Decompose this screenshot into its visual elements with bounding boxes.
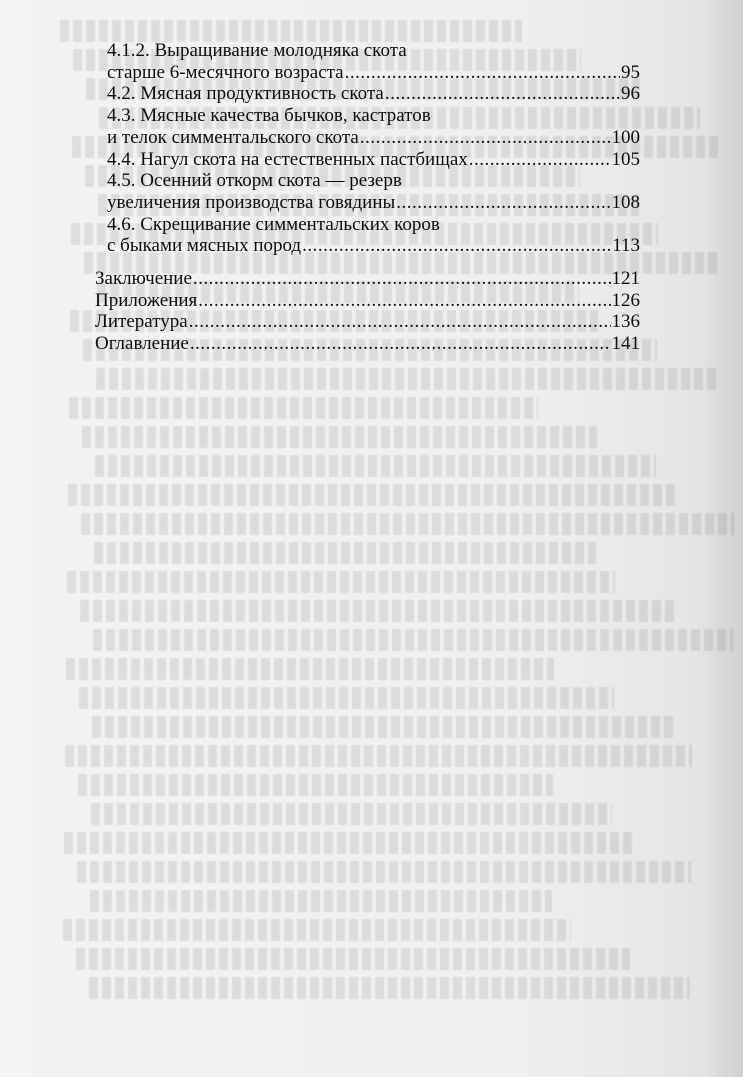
toc-entry-literature[interactable] bbox=[95, 311, 640, 333]
bleed-line bbox=[77, 861, 691, 883]
dot-leader bbox=[385, 83, 620, 105]
dot-leader bbox=[360, 127, 611, 149]
toc-entry-title: 4.3. Мясные качества бычков, кастратов bbox=[107, 105, 431, 127]
toc-page-number: 113 bbox=[612, 235, 640, 257]
bleed-line bbox=[64, 832, 632, 854]
dot-leader bbox=[189, 311, 611, 333]
bleed-line bbox=[91, 803, 612, 825]
toc-entry-contents[interactable] bbox=[95, 333, 640, 355]
toc-entry-title: Заключение bbox=[95, 268, 192, 290]
bleed-line bbox=[66, 658, 554, 680]
dot-leader bbox=[345, 62, 620, 84]
toc-page-number: 108 bbox=[611, 191, 640, 213]
toc-entry-title-cont: и телок симментальского скота bbox=[107, 126, 359, 148]
bleed-line bbox=[79, 687, 614, 709]
bleed-line bbox=[69, 397, 538, 419]
toc-page-number: 136 bbox=[611, 311, 640, 333]
toc-page-number: 141 bbox=[611, 333, 640, 355]
toc-entry-4-2[interactable] bbox=[95, 83, 640, 105]
toc-entry-title: 4.5. Осенний откорм скота — резерв bbox=[107, 170, 402, 192]
bleed-line bbox=[82, 426, 597, 448]
dot-leader bbox=[396, 192, 610, 214]
dot-leader bbox=[302, 235, 611, 257]
toc-page-number: 100 bbox=[611, 126, 640, 148]
bleed-line bbox=[95, 455, 656, 477]
toc-entry-title: Литература bbox=[95, 311, 188, 333]
toc-page-number: 126 bbox=[611, 289, 640, 311]
toc-entry-title-cont: увеличения производства говядины bbox=[107, 191, 396, 213]
bleed-line bbox=[68, 484, 675, 506]
bleed-line bbox=[89, 977, 690, 999]
dot-leader bbox=[190, 333, 611, 355]
table-of-contents bbox=[95, 40, 640, 355]
bleed-line bbox=[65, 745, 692, 767]
toc-entry-title: Приложения bbox=[95, 289, 198, 311]
toc-entry-conclusion[interactable] bbox=[95, 268, 640, 290]
toc-page-number: 105 bbox=[611, 148, 640, 170]
section-gap bbox=[95, 257, 640, 268]
toc-entry-4-1-2[interactable] bbox=[95, 40, 640, 83]
dot-leader bbox=[193, 268, 611, 290]
bleed-line bbox=[78, 774, 553, 796]
toc-entry-title: 4.2. Мясная продуктивность скота bbox=[107, 83, 384, 105]
bleed-line bbox=[80, 600, 674, 622]
bleed-line bbox=[63, 919, 571, 941]
toc-entry-title-cont: старше 6-месячного возраста bbox=[107, 61, 344, 83]
bleed-line bbox=[92, 716, 673, 738]
toc-entry-title: 4.1.2. Выращивание молодняка скота bbox=[107, 40, 407, 61]
bleed-line bbox=[60, 20, 522, 42]
bleed-line bbox=[81, 513, 734, 535]
bleed-line bbox=[96, 368, 716, 390]
page-edge-shadow bbox=[703, 0, 743, 1077]
toc-entry-title: Оглавление bbox=[95, 333, 189, 355]
toc-entry-title-cont: с быками мясных пород bbox=[107, 235, 302, 257]
dot-leader bbox=[198, 290, 610, 312]
bleed-line bbox=[93, 629, 733, 651]
toc-entry-4-3[interactable] bbox=[95, 105, 640, 148]
toc-page-number: 121 bbox=[611, 268, 640, 290]
bleed-line bbox=[76, 948, 630, 970]
toc-entry-4-4[interactable] bbox=[95, 149, 640, 171]
bleed-line bbox=[94, 542, 596, 564]
toc-entry-title: 4.6. Скрещивание симментальских коров bbox=[107, 213, 440, 235]
toc-page-number: 96 bbox=[621, 83, 640, 105]
toc-page-number: 95 bbox=[621, 61, 640, 83]
bleed-line bbox=[90, 890, 552, 912]
toc-entry-4-6[interactable] bbox=[95, 214, 640, 257]
toc-entry-appendices[interactable] bbox=[95, 290, 640, 312]
bleed-line bbox=[67, 571, 615, 593]
toc-entry-4-5[interactable] bbox=[95, 170, 640, 213]
toc-entry-title: 4.4. Нагул скота на естественных пастбищах bbox=[107, 148, 468, 170]
dot-leader bbox=[469, 149, 611, 171]
